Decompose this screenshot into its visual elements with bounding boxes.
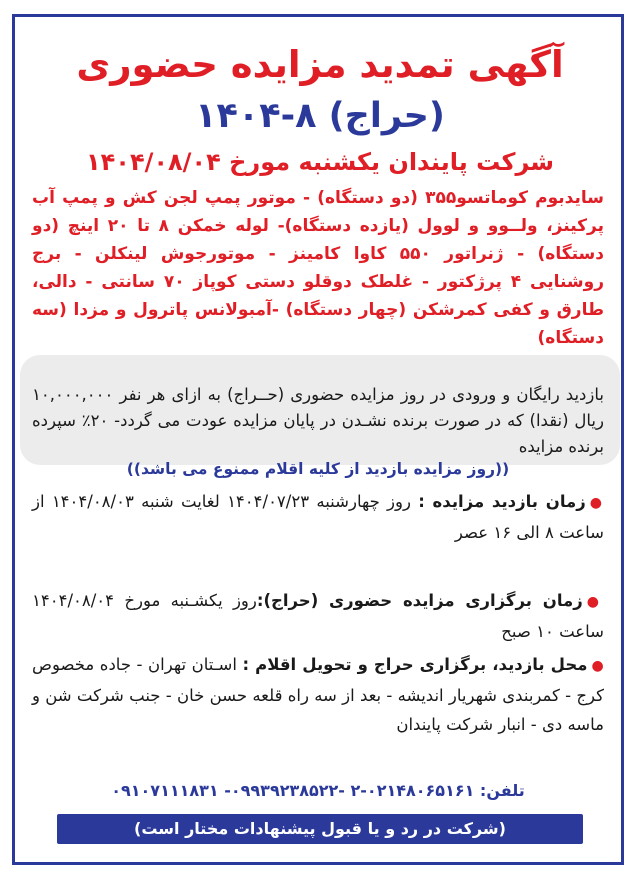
bullet-icon: ● xyxy=(589,495,604,511)
visit-time-label: زمان بازدید مزایده : xyxy=(418,492,586,511)
location-section xyxy=(32,650,604,739)
bullet-icon: ● xyxy=(586,594,604,610)
auction-time-value: روز یکشـنبه مورخ ۱۴۰۴/۰۸/۰۴ ساعت ۱۰ صبح xyxy=(32,591,604,641)
footer-banner: (شرکت در رد و یا قبول پیشنهادات مختار است) xyxy=(57,814,583,844)
location-label: محل بازدید، برگزاری حراج و تحویل اقلام : xyxy=(242,655,588,674)
phone-label: تلفن: xyxy=(474,781,525,800)
phone-line xyxy=(32,778,604,804)
company-date-heading: شرکت پایندان یکشنبه مورخ ۱۴۰۴/۰۸/۰۴ xyxy=(86,148,554,176)
visit-time-value: روز چهارشنبه ۱۴۰۴/۰۷/۲۳ لغایت شنبه ۱۴۰۴/۰۸/۰۳ از ساعت ۸ الی ۱۶ عصر xyxy=(32,492,604,542)
notice-title: آگهی تمدید مزایده حضوری xyxy=(76,43,564,86)
bullet-icon: ● xyxy=(591,658,604,674)
visit-ban-note: ((روز مزایده بازدید از کلیه اقلام ممنوع می باشد)) xyxy=(126,460,510,478)
location-value: اسـتان تهران - جاده مخصوص کرج - کمربندی شهریار اندیشه - بعد از سه راه قلعه حسن خان - جنب شرکت شن و ماسه دی - انبار شرکت پایندان xyxy=(32,655,604,734)
visit-time-section xyxy=(32,487,604,547)
auction-time-label: زمان برگزاری مزایده حضوری (حراج): xyxy=(256,591,583,610)
notice-auction-number: (حراج) ۸-۱۴۰۴ xyxy=(195,96,445,136)
phone-numbers: ۰۲۱۴۸۰۶۵۱۶۱-۲ -۰۹۹۳۹۲۳۸۵۲۲- ۰۹۱۰۷۱۱۱۸۳۱ xyxy=(111,781,475,800)
auction-items-list: سایدبوم کوماتسو۳۵۵ (دو دستگاه) - موتور پمپ لجن کش و پمپ آب پرکینز، ولــوو و لوول (یازده دستگاه)- لوله خمکن ۸ تا ۲۰ اینچ (دو دستگاه) - ژنراتور ۵۵۰ کاوا کامینز - موتورجوش لینکلن - برج روشنایی ۴ پرژکتور - غلطک دوقلو دستی کوپاز ۷۰ سانتی - دالی، طارق و کفی کمرشکن (چهار دستگاه) -آمبولانس پاترول و مزدا (سه دستگاه) xyxy=(32,188,604,348)
visit-fee-paragraph: بازدید رایگان و ورودی در روز مزایده حضوری (حــراج) به ازای هر نفر ۱۰,۰۰۰,۰۰۰ ریال (نقدا) که در صورت برنده نشـدن در پایان مزایده عودت می گردد- ۲۰٪ سپرده برنده مزایده xyxy=(32,385,604,456)
auction-time-section xyxy=(32,586,604,646)
